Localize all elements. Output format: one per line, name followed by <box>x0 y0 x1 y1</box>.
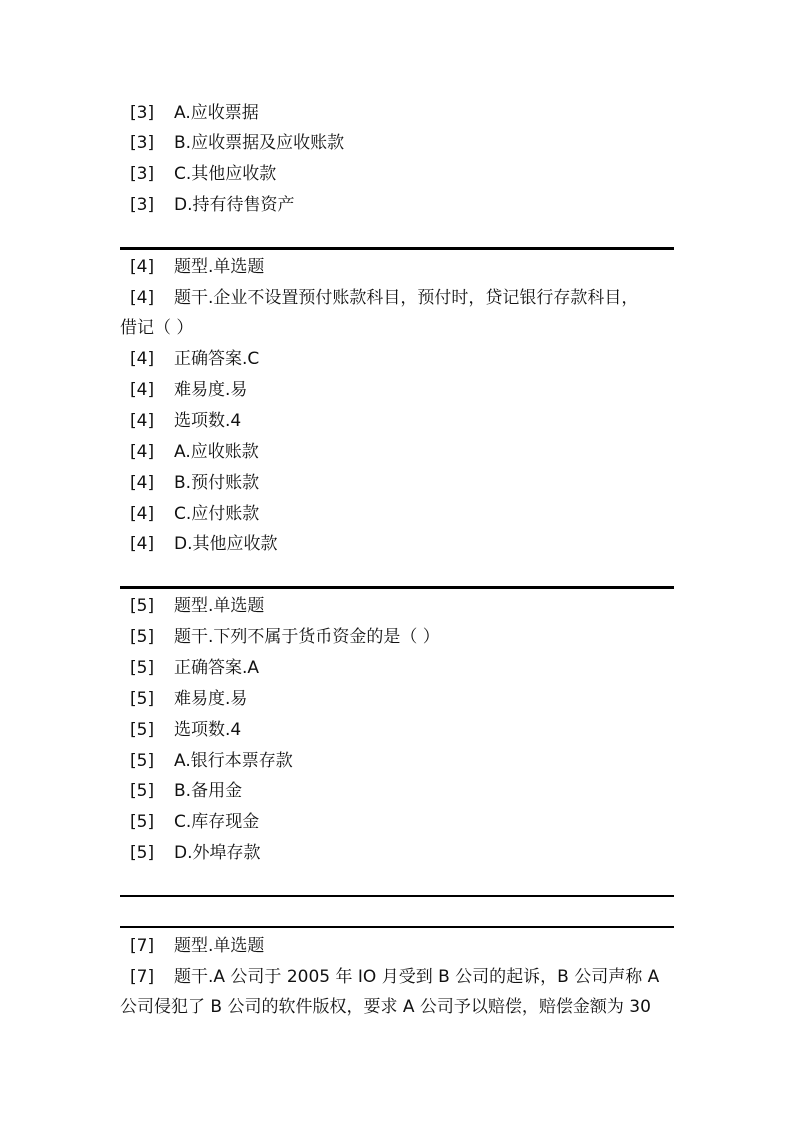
section-divider <box>120 247 674 250</box>
q5-option-d <box>120 843 676 863</box>
question-number: [7] <box>130 936 155 956</box>
question-number: [5] <box>130 596 155 616</box>
question-number: [3] <box>130 195 155 215</box>
option-text: C.应付账款 <box>174 504 260 524</box>
q4-type <box>120 257 676 277</box>
option-text: A.银行本票存款 <box>174 751 293 771</box>
q5-option-a <box>120 751 676 771</box>
question-number: [3] <box>130 103 155 123</box>
question-stem-line1: 题干.企业不设置预付账款科目，预付时，贷记银行存款科目， <box>174 288 639 308</box>
question-number: [5] <box>130 751 155 771</box>
q4-option-b <box>120 473 676 493</box>
option-text: A.应收账款 <box>174 442 259 462</box>
section-divider <box>120 586 674 589</box>
question-number: [4] <box>130 257 155 277</box>
question-stem-line2: 借记（ ） <box>120 318 194 338</box>
question-number: [3] <box>130 133 155 153</box>
q4-answer <box>120 349 676 369</box>
correct-answer: 正确答案.A <box>174 658 260 678</box>
option-text: B.应收票据及应收账款 <box>174 133 345 153</box>
q4-option-a <box>120 442 676 462</box>
q3-option-c <box>120 164 676 184</box>
question-number: [3] <box>130 164 155 184</box>
q7-stem-cont <box>120 997 676 1017</box>
option-text: D.外埠存款 <box>174 843 261 863</box>
q3-option-a <box>120 103 676 123</box>
q3-option-d <box>120 195 676 215</box>
q5-answer <box>120 658 676 678</box>
question-number: [5] <box>130 689 155 709</box>
q5-option-c <box>120 812 676 832</box>
q4-stem <box>120 288 676 308</box>
question-number: [7] <box>130 967 155 987</box>
difficulty: 难易度.易 <box>174 380 248 400</box>
option-text: D.持有待售资产 <box>174 195 295 215</box>
q5-option-b <box>120 781 676 801</box>
q7-stem <box>120 967 676 987</box>
question-number: [5] <box>130 843 155 863</box>
question-stem-line2: 公司侵犯了 B 公司的软件版权，要求 A 公司予以赔偿，赔偿金额为 30 <box>120 997 651 1017</box>
question-number: [4] <box>130 349 155 369</box>
q4-difficulty <box>120 380 676 400</box>
q4-option-c <box>120 504 676 524</box>
question-number: [5] <box>130 812 155 832</box>
q5-difficulty <box>120 689 676 709</box>
q4-stem-cont <box>120 318 676 338</box>
question-number: [5] <box>130 781 155 801</box>
q5-type <box>120 596 676 616</box>
option-text: B.备用金 <box>174 781 243 801</box>
option-count: 选项数.4 <box>174 411 242 431</box>
question-stem-line1: 题干.A 公司于 2005 年 IO 月受到 B 公司的起诉，B 公司声称 A <box>174 967 660 987</box>
difficulty: 难易度.易 <box>174 689 248 709</box>
option-text: C.其他应收款 <box>174 164 277 184</box>
q5-stem <box>120 627 676 647</box>
question-type: 题型.单选题 <box>174 596 265 616</box>
q4-option-d <box>120 534 676 554</box>
question-number: [4] <box>130 380 155 400</box>
q4-option-count <box>120 411 676 431</box>
question-number: [5] <box>130 720 155 740</box>
option-text: A.应收票据 <box>174 103 259 123</box>
section-divider <box>120 895 674 897</box>
option-text: D.其他应收款 <box>174 534 278 554</box>
section-divider <box>120 926 674 928</box>
option-text: B.预付账款 <box>174 473 260 493</box>
question-number: [4] <box>130 442 155 462</box>
question-number: [4] <box>130 504 155 524</box>
q7-type <box>120 936 676 956</box>
question-stem: 题干.下列不属于货币资金的是（ ） <box>174 627 440 647</box>
q5-option-count <box>120 720 676 740</box>
question-number: [5] <box>130 658 155 678</box>
question-number: [4] <box>130 473 155 493</box>
option-count: 选项数.4 <box>174 720 242 740</box>
correct-answer: 正确答案.C <box>174 349 260 369</box>
question-type: 题型.单选题 <box>174 936 265 956</box>
question-number: [5] <box>130 627 155 647</box>
question-number: [4] <box>130 411 155 431</box>
option-text: C.库存现金 <box>174 812 260 832</box>
question-number: [4] <box>130 534 155 554</box>
question-type: 题型.单选题 <box>174 257 265 277</box>
q3-option-b <box>120 133 676 153</box>
question-number: [4] <box>130 288 155 308</box>
